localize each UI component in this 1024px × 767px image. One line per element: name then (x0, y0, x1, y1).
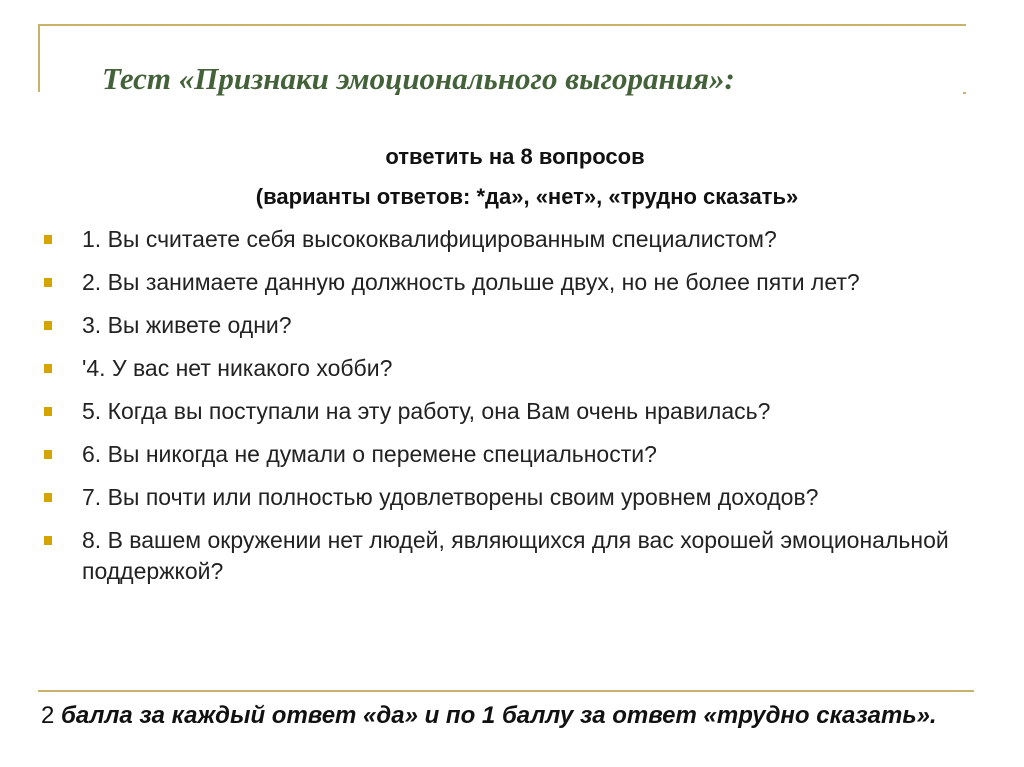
question-text: '4. У вас нет никакого хобби? (82, 355, 393, 381)
question-item-6 (44, 439, 974, 470)
scoring-text: балла за каждый ответ «да» и по 1 баллу за ответ «трудно сказать». (61, 702, 937, 729)
question-item-7 (44, 482, 974, 513)
question-text: 1. Вы считаете себя высококвалифицированным специалистом? (82, 226, 777, 252)
question-item-2 (44, 267, 974, 298)
bullet-icon (44, 407, 52, 416)
frame-top-line (38, 24, 966, 26)
scoring-note (41, 699, 981, 732)
frame-corner-mark (963, 92, 966, 94)
slide-title: Тест «Признаки эмоционального выгорания»: (102, 61, 735, 96)
scoring-number: 2 (41, 702, 55, 729)
question-item-8 (44, 525, 974, 587)
question-item-4 (44, 353, 974, 384)
question-item-1 (44, 224, 974, 255)
question-text: 5. Когда вы поступали на эту работу, она Вам очень нравилась? (82, 398, 771, 424)
question-item-3 (44, 310, 974, 341)
bullet-icon (44, 450, 52, 459)
bullet-icon (44, 536, 52, 545)
bullet-icon (44, 364, 52, 373)
question-text: 8. В вашем окружении нет людей, являющихся для вас хорошей эмоциональной поддержкой? (82, 527, 949, 584)
bullet-icon (44, 235, 52, 244)
question-list (44, 224, 974, 599)
footer-divider (38, 690, 974, 692)
subtitle-instructions: ответить на 8 вопросов (385, 144, 645, 169)
bullet-icon (44, 493, 52, 502)
bullet-icon (44, 321, 52, 330)
question-item-5 (44, 396, 974, 427)
question-text: 3. Вы живете одни? (82, 312, 292, 338)
subtitle-answer-options: (варианты ответов: *да», «нет», «трудно сказать» (255, 184, 799, 209)
frame-left-line (38, 24, 40, 92)
question-text: 7. Вы почти или полностью удовлетворены своим уровнем доходов? (82, 484, 819, 510)
question-text: 6. Вы никогда не думали о перемене специальности? (82, 441, 657, 467)
question-text: 2. Вы занимаете данную должность дольше двух, но не более пяти лет? (82, 269, 860, 295)
bullet-icon (44, 278, 52, 287)
